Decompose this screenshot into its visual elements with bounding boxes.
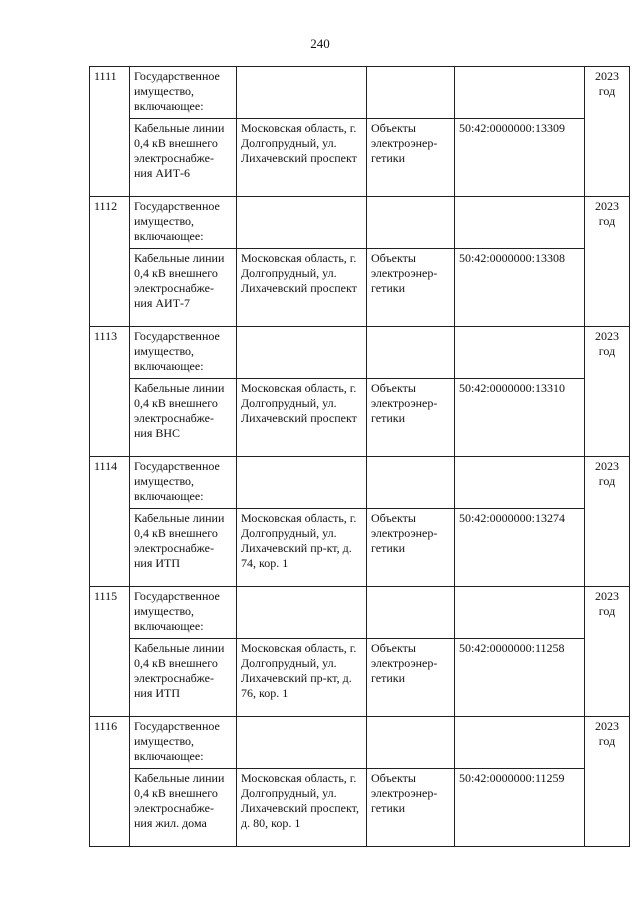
entry-object-name: Кабельные линии 0,4 кВ внешнего электроснабже-ния ИТП — [130, 639, 237, 717]
entry-object-type: Объекты электроэнер-гетики — [367, 119, 455, 197]
entry-number: 1112 — [90, 197, 130, 327]
entry-object-name: Кабельные линии 0,4 кВ внешнего электроснабже-ния АИТ-7 — [130, 249, 237, 327]
entry-year: 2023 год — [585, 67, 630, 197]
entry-year: 2023 год — [585, 717, 630, 847]
entry-object-type: Объекты электроэнер-гетики — [367, 509, 455, 587]
entry-cadastral-number: 50:42:0000000:13274 — [455, 509, 585, 587]
entry-empty-cell — [455, 67, 585, 119]
entry-address: Московская область, г. Долгопрудный, ул. Лихачевский пр-кт, д. 76, кор. 1 — [237, 639, 367, 717]
register-entry-header-row — [90, 587, 630, 639]
entry-empty-cell — [367, 587, 455, 639]
register-entry-header-row — [90, 67, 630, 119]
entry-number: 1115 — [90, 587, 130, 717]
entry-group-label: Государственное имущество, включающее: — [130, 67, 237, 119]
entry-number: 1111 — [90, 67, 130, 197]
entry-object-name: Кабельные линии 0,4 кВ внешнего электроснабже-ния ИТП — [130, 509, 237, 587]
entry-year: 2023 год — [585, 457, 630, 587]
entry-empty-cell — [237, 587, 367, 639]
register-entry-detail-row — [90, 379, 630, 457]
entry-object-type: Объекты электроэнер-гетики — [367, 249, 455, 327]
entry-object-type: Объекты электроэнер-гетики — [367, 639, 455, 717]
entry-empty-cell — [455, 587, 585, 639]
register-entry-header-row — [90, 327, 630, 379]
entry-group-label: Государственное имущество, включающее: — [130, 197, 237, 249]
entry-empty-cell — [455, 197, 585, 249]
entry-cadastral-number: 50:42:0000000:11259 — [455, 769, 585, 847]
entry-object-name: Кабельные линии 0,4 кВ внешнего электроснабже-ния жил. дома — [130, 769, 237, 847]
entry-address: Московская область, г. Долгопрудный, ул. Лихачевский проспект, д. 80, кор. 1 — [237, 769, 367, 847]
entry-empty-cell — [237, 197, 367, 249]
register-entry-detail-row — [90, 509, 630, 587]
entry-empty-cell — [237, 327, 367, 379]
entry-address: Московская область, г. Долгопрудный, ул. Лихачевский проспект — [237, 249, 367, 327]
entry-cadastral-number: 50:42:0000000:13308 — [455, 249, 585, 327]
entry-cadastral-number: 50:42:0000000:11258 — [455, 639, 585, 717]
page-number: 240 — [310, 36, 330, 51]
register-entry-detail-row — [90, 249, 630, 327]
register-entry-header-row — [90, 457, 630, 509]
entry-empty-cell — [455, 717, 585, 769]
entry-group-label: Государственное имущество, включающее: — [130, 457, 237, 509]
entry-number: 1113 — [90, 327, 130, 457]
entry-address: Московская область, г. Долгопрудный, ул. Лихачевский проспект — [237, 119, 367, 197]
property-register-table — [89, 66, 630, 847]
entry-empty-cell — [237, 717, 367, 769]
entry-group-label: Государственное имущество, включающее: — [130, 717, 237, 769]
entry-empty-cell — [237, 67, 367, 119]
entry-year: 2023 год — [585, 587, 630, 717]
entry-empty-cell — [367, 197, 455, 249]
register-entry-header-row — [90, 717, 630, 769]
entry-address: Московская область, г. Долгопрудный, ул. Лихачевский пр-кт, д. 74, кор. 1 — [237, 509, 367, 587]
entry-cadastral-number: 50:42:0000000:13310 — [455, 379, 585, 457]
entry-group-label: Государственное имущество, включающее: — [130, 587, 237, 639]
entry-object-type: Объекты электроэнер-гетики — [367, 379, 455, 457]
entry-empty-cell — [367, 457, 455, 509]
entry-object-type: Объекты электроэнер-гетики — [367, 769, 455, 847]
entry-cadastral-number: 50:42:0000000:13309 — [455, 119, 585, 197]
entry-number: 1116 — [90, 717, 130, 847]
entry-object-name: Кабельные линии 0,4 кВ внешнего электроснабже-ния АИТ-6 — [130, 119, 237, 197]
entry-empty-cell — [237, 457, 367, 509]
entry-empty-cell — [455, 327, 585, 379]
entry-empty-cell — [367, 67, 455, 119]
register-entry-detail-row — [90, 769, 630, 847]
entry-empty-cell — [455, 457, 585, 509]
entry-empty-cell — [367, 717, 455, 769]
entry-year: 2023 год — [585, 327, 630, 457]
entry-address: Московская область, г. Долгопрудный, ул. Лихачевский проспект — [237, 379, 367, 457]
register-entry-header-row — [90, 197, 630, 249]
entry-number: 1114 — [90, 457, 130, 587]
register-entry-detail-row — [90, 639, 630, 717]
entry-group-label: Государственное имущество, включающее: — [130, 327, 237, 379]
entry-object-name: Кабельные линии 0,4 кВ внешнего электроснабже-ния ВНС — [130, 379, 237, 457]
entry-empty-cell — [367, 327, 455, 379]
entry-year: 2023 год — [585, 197, 630, 327]
register-entry-detail-row — [90, 119, 630, 197]
